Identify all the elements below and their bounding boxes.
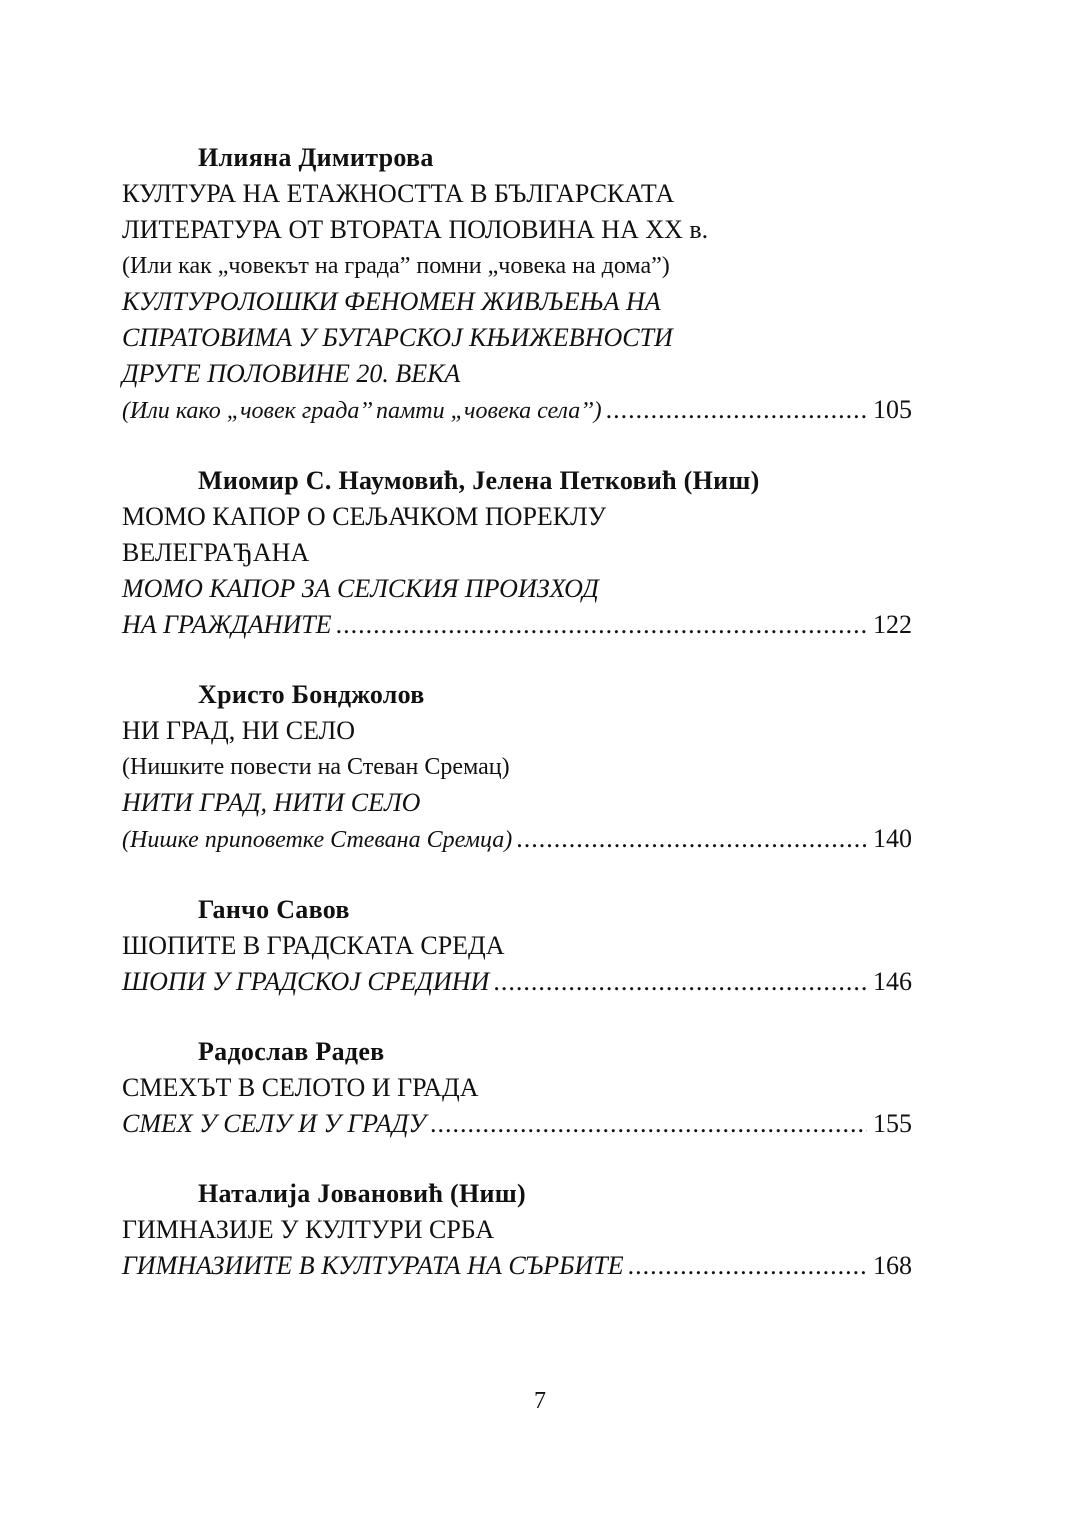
entry-title-line: КУЛТУРА НА ЕТАЖНОСТТА В БЪЛГАРСКАТА xyxy=(122,179,675,208)
entry-last-line[interactable] xyxy=(122,964,912,1000)
entry-title-line: СМЕХЪТ В СЕЛОТО И ГРАДА xyxy=(122,1073,479,1102)
entry-translated-subtitle: (Или како „човек града’’ памти „човека села’’) xyxy=(122,398,602,424)
entry-author: Радослав Радев xyxy=(198,1037,385,1066)
toc-entry xyxy=(122,892,912,1000)
entry-last-line[interactable] xyxy=(122,607,912,643)
entry-translated-title-line: СПРАТОВИМА У БУГАРСКОЈ КЊИЖЕВНОСТИ xyxy=(122,323,673,352)
entry-author: Наталија Јовановић (Ниш) xyxy=(198,1179,526,1208)
entry-translated-title-end: НА ГРАЖДАНИТЕ xyxy=(122,610,332,639)
page-reference: 155 xyxy=(873,1109,912,1138)
toc-entry xyxy=(122,1034,912,1142)
entry-author: Ганчо Савов xyxy=(198,895,350,924)
dot-leader xyxy=(516,821,867,857)
entry-author: Христо Бонджолов xyxy=(198,680,425,709)
entry-last-line[interactable] xyxy=(122,392,912,429)
toc-entry xyxy=(122,1176,912,1284)
page-reference: 168 xyxy=(873,1251,912,1280)
entry-title-line: МОМО КАПОР О СЕЉАЧКОМ ПОРЕКЛУ xyxy=(122,502,607,531)
toc-entry xyxy=(122,140,912,429)
entry-subtitle-line: (Нишките повести на Стеван Сремац) xyxy=(122,754,510,780)
entry-subtitle-line: (Или как „човекът на града” помни „човека на дома”) xyxy=(122,253,670,279)
page-reference: 146 xyxy=(873,967,912,996)
entry-last-line[interactable] xyxy=(122,1106,912,1142)
entry-translated-title: ГИМНАЗИИТЕ В КУЛТУРАТА НА СЪРБИТЕ xyxy=(122,1251,624,1280)
entry-last-line[interactable] xyxy=(122,1248,912,1284)
entry-title-line: НИ ГРАД, НИ СЕЛО xyxy=(122,716,356,745)
entry-title-line: ЛИТЕРАТУРА ОТ ВТОРАТА ПОЛОВИНА НА ХХ в. xyxy=(122,215,709,244)
entry-translated-title: СМЕХ У СЕЛУ И У ГРАДУ xyxy=(122,1109,427,1138)
entry-last-line[interactable] xyxy=(122,821,912,858)
page-reference: 140 xyxy=(873,824,912,853)
page-reference: 122 xyxy=(873,610,912,639)
entry-title-line: ВЕЛЕГРАЂАНА xyxy=(122,538,310,567)
dot-leader xyxy=(493,964,867,1000)
page-reference: 105 xyxy=(873,395,912,424)
dot-leader xyxy=(336,607,867,643)
entry-author: Миомир С. Наумовић, Јелена Петковић (Ниш) xyxy=(198,466,760,495)
entry-translated-title: ШОПИ У ГРАДСКОЈ СРЕДИНИ xyxy=(122,967,490,996)
entry-translated-subtitle: (Нишке приповетке Стевана Сремца) xyxy=(122,827,513,853)
entry-translated-title-line: КУЛТУРОЛОШКИ ФЕНОМЕН ЖИВЉЕЊА НА xyxy=(122,287,661,316)
entry-translated-title-line: МОМО КАПОР ЗА СЕЛСКИЯ ПРОИЗХОД xyxy=(122,574,599,603)
dot-leader xyxy=(430,1106,867,1142)
table-of-contents xyxy=(122,140,912,1318)
toc-entry xyxy=(122,677,912,858)
entry-title-line: ШОПИТЕ В ГРАДСКАТА СРЕДА xyxy=(122,931,505,960)
dot-leader xyxy=(606,392,867,428)
entry-title-line: ГИМНАЗИЈЕ У КУЛТУРИ СРБА xyxy=(122,1215,495,1244)
page-number: 7 xyxy=(534,1388,546,1414)
entry-author: Илияна Димитрова xyxy=(198,143,434,172)
dot-leader xyxy=(628,1248,867,1284)
entry-translated-title-line: НИТИ ГРАД, НИТИ СЕЛО xyxy=(122,788,421,817)
entry-translated-title-line: ДРУГЕ ПОЛОВИНЕ 20. ВЕКА xyxy=(122,359,461,388)
toc-entry xyxy=(122,463,912,643)
